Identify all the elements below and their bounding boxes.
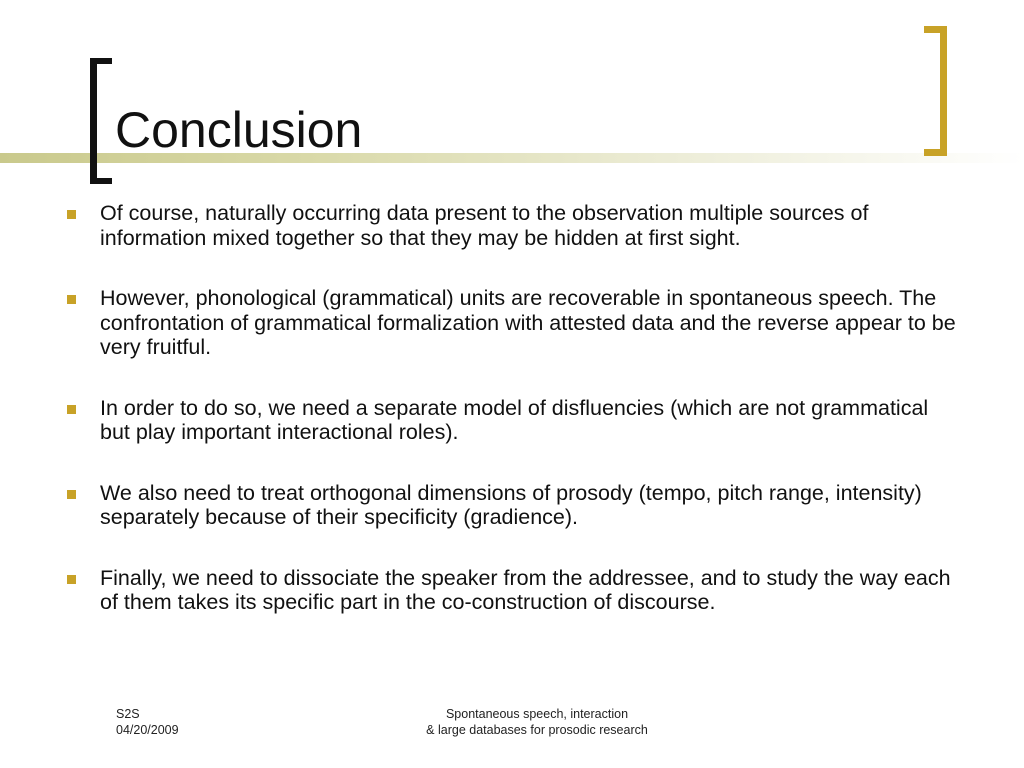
bullet-item — [62, 396, 962, 445]
bullet-item — [62, 481, 962, 530]
square-bullet-icon — [67, 490, 76, 499]
footer-date: 04/20/2009 — [116, 723, 179, 737]
square-bullet-icon — [67, 295, 76, 304]
square-bullet-icon — [67, 210, 76, 219]
left-bracket-decoration — [90, 58, 112, 184]
slide-title: Conclusion — [115, 102, 363, 158]
square-bullet-icon — [67, 575, 76, 584]
bullet-text: In order to do so, we need a separate model of disfluencies (which are not grammatical but play important interactional roles). — [100, 395, 929, 444]
bullet-item — [62, 286, 962, 360]
bullet-text: We also need to treat orthogonal dimensions of prosody (tempo, pitch range, intensity) separately because of their specificity (gradience). — [100, 480, 922, 529]
bullet-item — [62, 201, 962, 250]
square-bullet-icon — [67, 405, 76, 414]
bullet-list — [62, 201, 962, 615]
footer-event-name: S2S — [116, 707, 140, 721]
footer-center — [387, 706, 687, 738]
bullet-item — [62, 566, 962, 615]
bullet-text: Finally, we need to dissociate the speaker from the addressee, and to study the way each of them takes its specific part in the co-construction of discourse. — [100, 565, 951, 614]
footer-subtitle-line-1: Spontaneous speech, interaction — [445, 707, 629, 721]
footer-subtitle-line-2: & large databases for prosodic research — [426, 723, 648, 737]
footer-left — [116, 706, 179, 738]
bullet-text: However, phonological (grammatical) units are recoverable in spontaneous speech. The confrontation of grammatical formalization with attested data and the reverse appear to be very fruitful. — [100, 286, 956, 359]
right-bracket-decoration — [924, 26, 947, 156]
bullet-text: Of course, naturally occurring data present to the observation multiple sources of information mixed together so that they may be hidden at first sight. — [100, 201, 869, 250]
